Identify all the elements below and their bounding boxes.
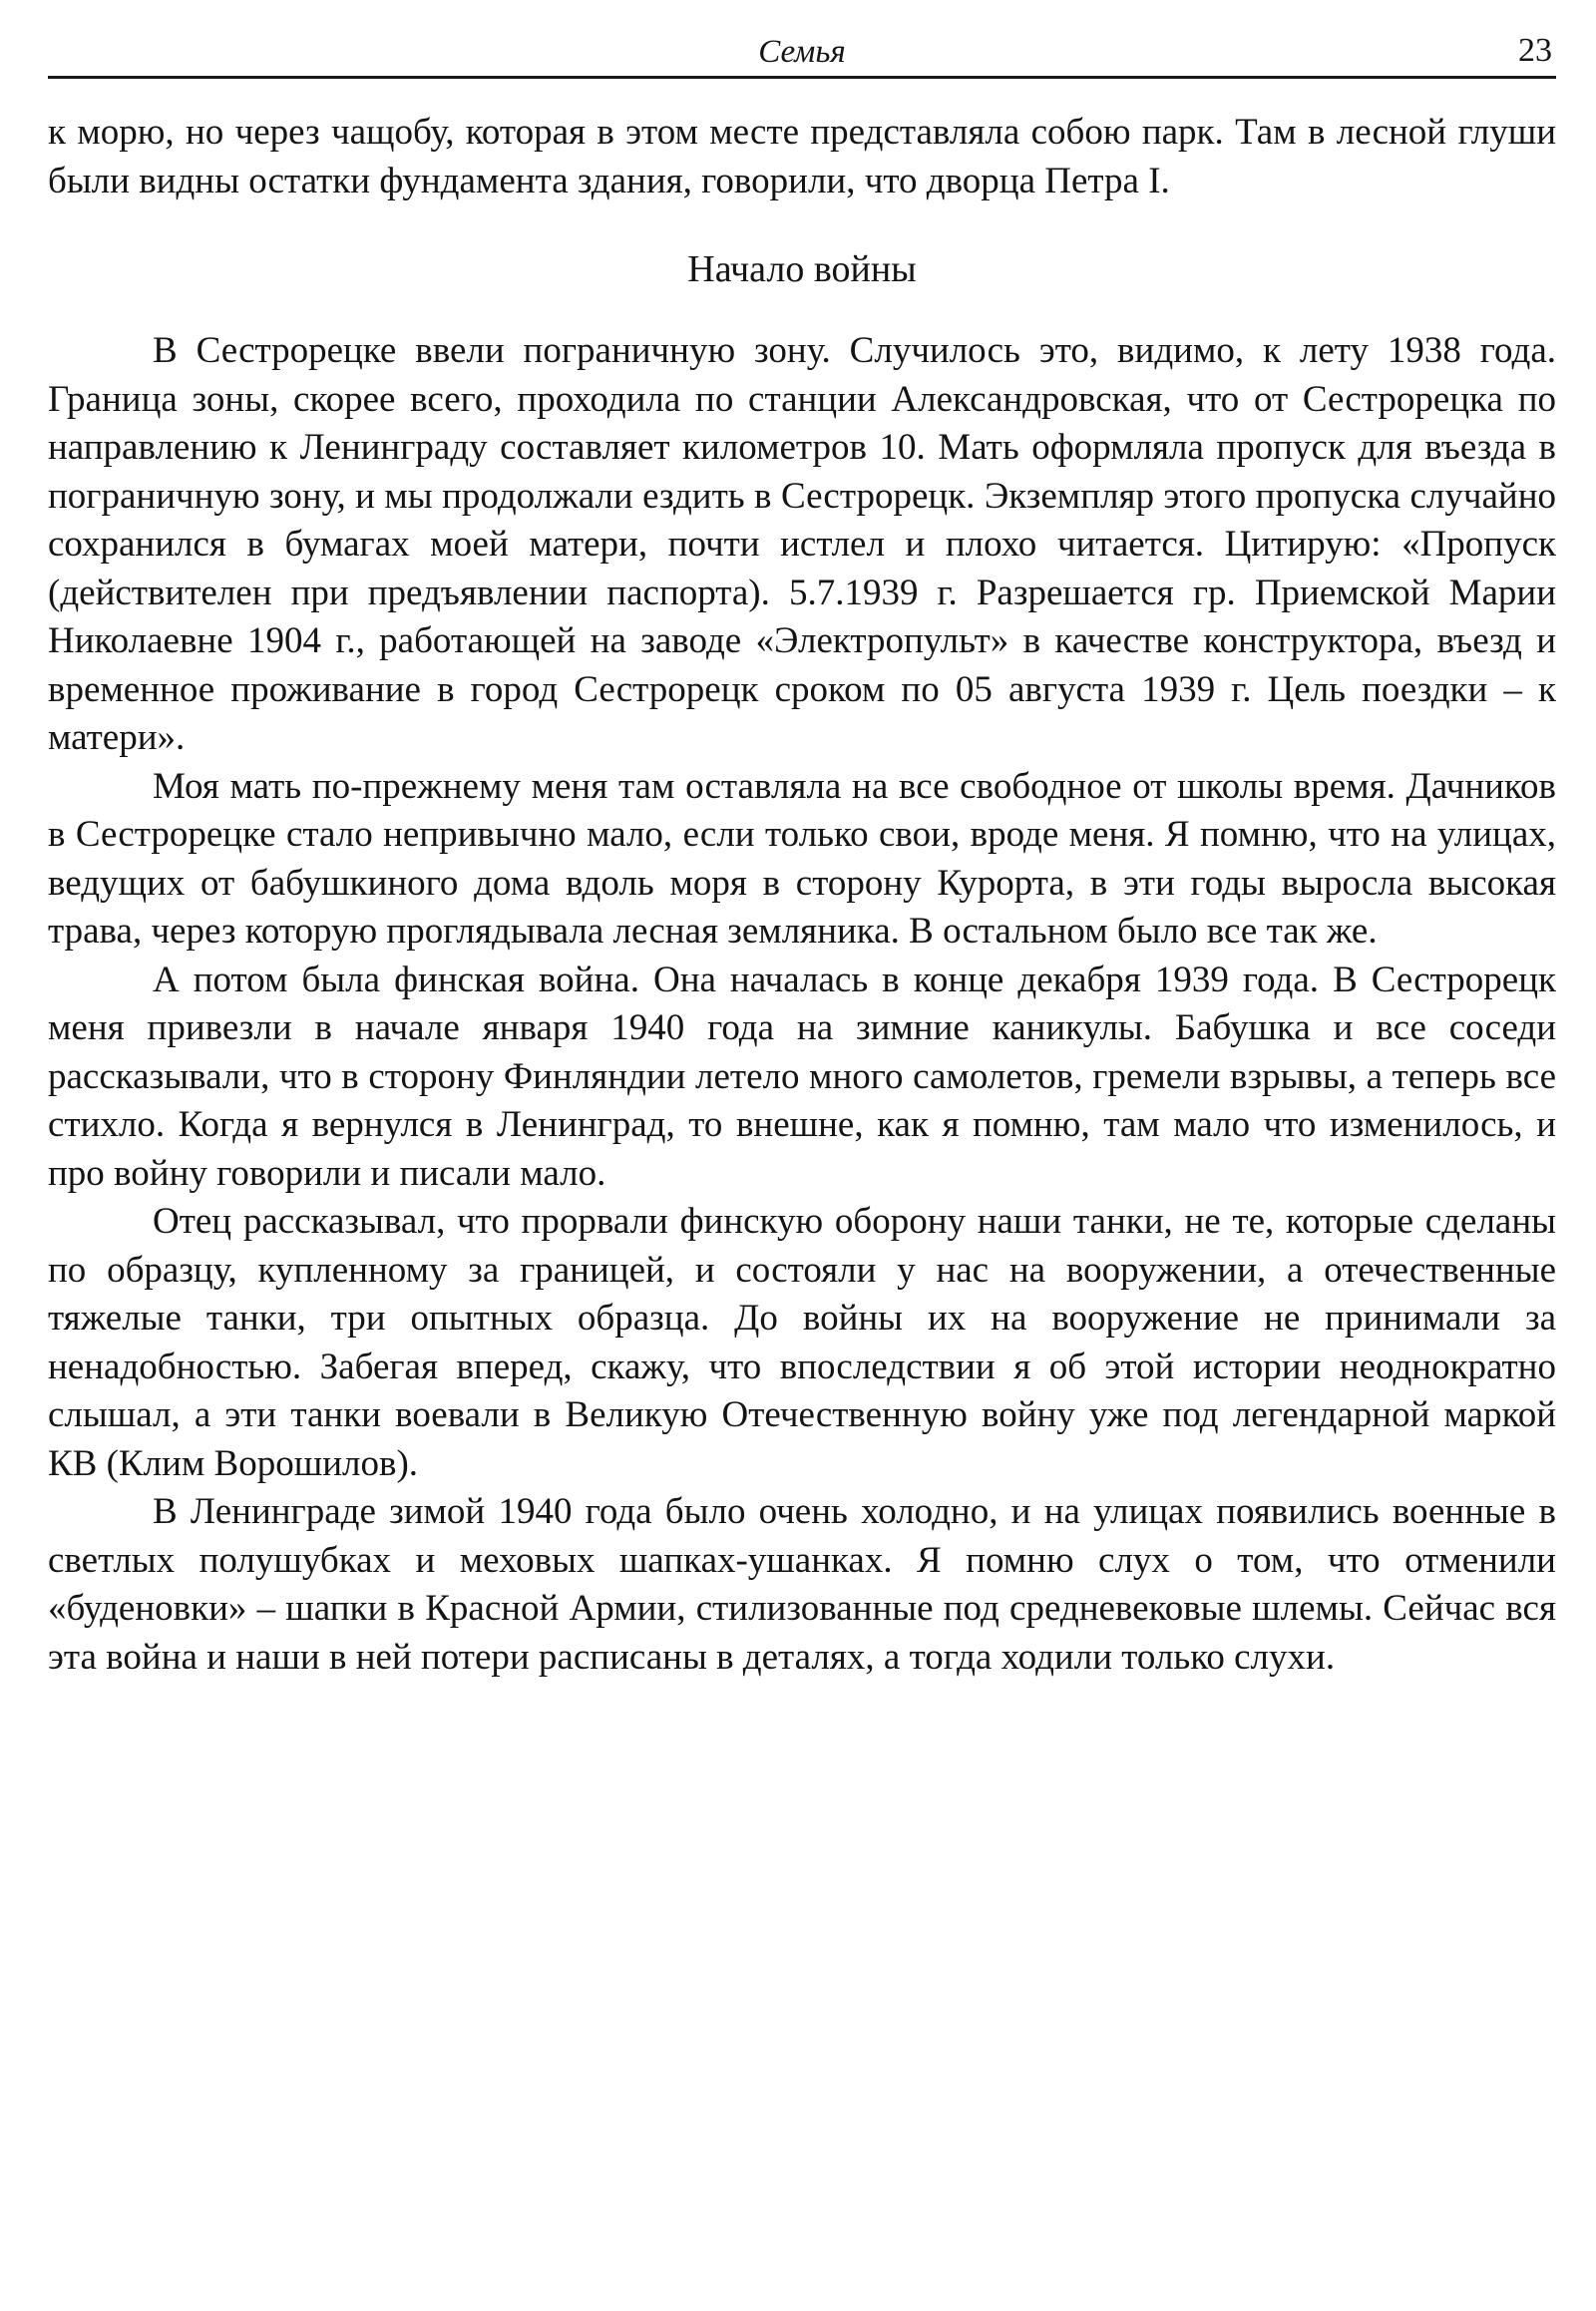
section-heading: Начало войны [687, 248, 917, 290]
book-page [48, 30, 1556, 1682]
running-title: Семья [758, 34, 846, 70]
paragraph: Отец рассказывал, что прорвали финскую оборону наши танки, не те, которые сделаны по образцу, купленному за границей, и состояли у нас на вооружении, а отечественные тяжелые танки, три опытных образца. До войны их на вооружение не принимали за ненадобностью. Забегая вперед, скажу, что впоследствии я об этой истории неоднократно слышал, а эти танки воевали в Великую Отечественную войну уже под легендарной маркой КВ (Клим Ворошилов). [48, 1201, 1556, 1484]
page-number: 23 [1518, 32, 1552, 69]
paragraph: А потом была финская война. Она началась в конце декабря 1939 года. В Сестрорецк меня привезли в начале января 1940 года на зимние каникулы. Бабушка и все соседи рассказывали, что в сторону Финляндии летело много самолетов, гремели взрывы, а теперь все стихло. Когда я вернулся в Ленинград, то внешне, как я помню, там мало что изменилось, и про войну говорили и писали мало. [48, 959, 1556, 1194]
lead-paragraph: к морю, но через чащобу, которая в этом месте представляла собою парк. Там в лесной глуши были видны остатки фундамента здания, говорили, что дворца Петра I. [48, 112, 1556, 201]
running-head [48, 30, 1556, 79]
body-text [48, 109, 1556, 1682]
paragraph: Моя мать по-прежнему меня там оставляла на все свободное от школы время. Дачников в Сестрорецке стало непривычно мало, если только свои, вроде меня. Я помню, что на улицах, ведущих от бабушкиного дома вдоль моря в сторону Курорта, в эти годы выросла высокая трава, через которую проглядывала лесная земляника. В остальном было все так же. [48, 765, 1556, 952]
paragraph: В Ленинграде зимой 1940 года было очень холодно, и на улицах появились военные в светлых полушубках и меховых шапках-ушанках. Я помню слух о том, что отменили «буденовки» – шапки в Красной Армии, стилизованные под средневековые шлемы. Сейчас вся эта война и наши в ней потери расписаны в деталях, а тогда ходили только слухи. [48, 1491, 1556, 1678]
paragraph: В Сестрорецке ввели пограничную зону. Случилось это, видимо, к лету 1938 года. Граница зоны, скорее всего, проходила по станции Александровская, что от Сестрорецка по направлению к Ленинграду составляет километров 10. Мать оформляла пропуск для въезда в пограничную зону, и мы продолжали ездить в Сестрорецк. Экземпляр этого пропуска случайно сохранился в бумагах моей матери, почти истлел и плохо читается. Цитирую: «Пропуск (действителен при предъявлении паспорта). 5.7.1939 г. Разрешается гр. Приемской Марии Николаевне 1904 г., работающей на заводе «Электропульт» в качестве конструктора, въезд и временное проживание в город Сестрорецк сроком по 05 августа 1939 г. Цель поездки – к матери». [48, 330, 1556, 758]
